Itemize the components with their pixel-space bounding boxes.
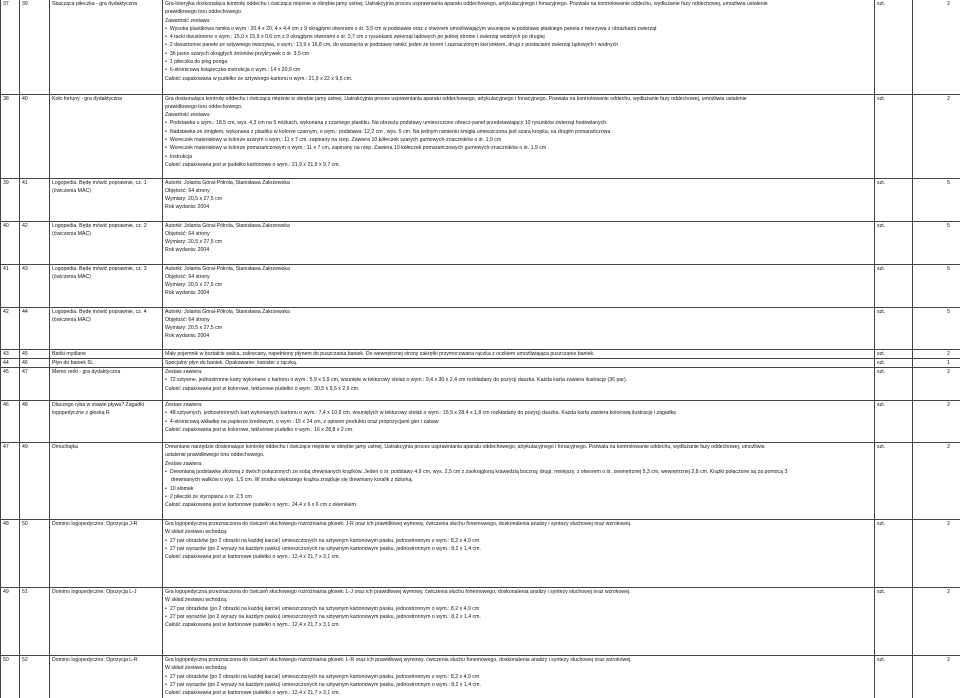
product-name: Memo rerki - gra dydaktyczna [52, 368, 160, 376]
table-row [1, 520, 960, 588]
description-line: Całość zapakowana jest w kartonowe pudełko o wym.: 24,4 x 6 x 6 cm z okienkiem. [165, 501, 872, 509]
quantity: 5 [947, 180, 950, 186]
quantity: 2 [947, 589, 950, 595]
description-line: Zawartość zestawu: [165, 17, 872, 25]
row-number: 41 [3, 266, 9, 272]
description-line: Autorki: Jolanta Góral-Półrola, Stanisława Zakrzewska [165, 308, 872, 316]
unit: szt. [877, 402, 885, 408]
position-number: 39 [22, 1, 28, 7]
description-cell [163, 588, 875, 656]
unit-cell [875, 307, 913, 349]
description-line: Całość zapakowana jest w kolorowe, tekturowe pudełko o wym.: 16 x 28,8 x 2 cm. [165, 426, 872, 434]
quantity: 2 [947, 1, 950, 7]
unit-cell [875, 264, 913, 307]
description-line: Całość zapakowana w pudełko ze sztywnego kartonu o wym.: 21,9 x 22 x 9,5 cm. [165, 75, 872, 83]
row-number-cell [1, 368, 20, 401]
product-name: (ćwiczenia MAC) [52, 316, 160, 324]
description-cell [163, 0, 875, 94]
quantity-cell [913, 94, 960, 178]
description-cell [163, 264, 875, 307]
description-line: Całość zapakowana jest w kolorowe, tekturowe pudełko o wym.: 30,5 x 9,5 x 2,6 cm. [165, 385, 872, 393]
description-line: drewnianych wałków o wys. 1,5 cm. W środku większego krążka znajduje się drewniany koralik z dziurką. [165, 476, 872, 484]
unit-cell [875, 94, 913, 178]
quantity: 2 [947, 657, 950, 663]
product-name-cell [50, 443, 163, 520]
row-number: 38 [3, 96, 9, 102]
product-name-cell [50, 349, 163, 358]
description-line: Autorki: Jolanta Góral-Półrola, Stanisława Zakrzewska [165, 179, 872, 187]
description-cell [163, 358, 875, 367]
product-name: Dmuchajka [52, 443, 160, 451]
quantity-cell [913, 368, 960, 401]
table-row [1, 349, 960, 358]
description-cell [163, 221, 875, 264]
table-row [1, 264, 960, 307]
product-name: Logopedia. Będę mówić poprawnie, cz. 1 [52, 179, 160, 187]
position-cell [20, 0, 50, 94]
position-cell [20, 94, 50, 178]
position-cell [20, 368, 50, 401]
product-name-cell [50, 178, 163, 221]
product-name: Logopedia. Będę mówić poprawnie, cz. 4 [52, 308, 160, 316]
description-line: Gra logopedyczna przeznaczona do ćwiczeń słuchowego rozróżniania głosek: L-J oraz ich prawidłowej wymowy, ćwiczenia słuchu fonemowego, doskonalenia analizy i syntezy słuchowej oraz wzrokowej. [165, 588, 872, 596]
description-line: Rok wydania: 2004 [165, 332, 872, 340]
product-name: (ćwiczenia MAC) [52, 187, 160, 195]
position-number: 47 [22, 369, 28, 375]
description-line: Wymiary: 20,5 x 27,5 cm [165, 195, 872, 203]
unit-cell [875, 358, 913, 367]
quantity-cell [913, 588, 960, 656]
description-line: Wymiary: 20,5 x 27,5 cm [165, 238, 872, 246]
quantity-cell [913, 358, 960, 367]
description-line: Całość zapakowana jest w kartonowe pudełko o wym.: 12,4 x 21,7 x 3,1 cm. [165, 689, 872, 697]
product-name: logopedyczne z głoską R [52, 409, 160, 417]
position-cell [20, 401, 50, 443]
quantity: 5 [947, 266, 950, 272]
description-line: Całość zapakowana jest w pudełko kartonowe o wym.: 21,9 x 21,9 x 9,7 cm. [165, 161, 872, 169]
position-number: 51 [22, 589, 28, 595]
description-cell [163, 307, 875, 349]
product-name: Domino logopedyczne. Opozycja J-R [52, 520, 160, 528]
row-number: 49 [3, 589, 9, 595]
unit: szt. [877, 444, 885, 450]
description-bullet: • 4 tacki dwustronne o wym.: 15,9 x 15,9 x 0,6 cm z 9 okrągłymi otworami o śr. 3,7 cm z rysunkami zwierząt lądowych po jednej stronie i zwierząt wodnych po drugiej [165, 33, 872, 41]
quantity-cell [913, 307, 960, 349]
row-number: 48 [3, 521, 9, 527]
product-name-cell [50, 520, 163, 588]
position-number: 46 [22, 360, 28, 366]
quantity: 2 [947, 96, 950, 102]
quantity-cell [913, 221, 960, 264]
description-line: Autorki: Jolanta Góral-Półrola, Stanisława Zakrzewska [165, 265, 872, 273]
row-number: 39 [3, 180, 9, 186]
description-bullet: • 2 piłeczki ze styropianu o śr. 2,5 cm [165, 493, 872, 501]
description-line: Wymiary: 20,5 x 27,5 cm [165, 281, 872, 289]
row-number-cell [1, 0, 20, 94]
description-bullet: • 72 sztywne, jednostronne karty wykonane z kartonu o wym.: 5,9 x 5,9 cm, wsunięte w tekturowy stelaż o wym.: 9,4 x 30 x 2,4 cm rozkładany do pozycji daszka. Każda karta zawiera ilustrację (36 par). [165, 376, 872, 384]
description-cell [163, 368, 875, 401]
table-row [1, 0, 960, 94]
product-name-cell [50, 401, 163, 443]
table-row [1, 307, 960, 349]
unit: szt. [877, 521, 885, 527]
description-line: Całość zapakowana jest w kartonowe pudełko o wym.: 12,4 x 21,7 x 3,1 cm. [165, 621, 872, 629]
description-bullet: • Woreczek materiałowy w kolorze pomarańczowym o wym.: 11 x 7 cm, zapinany na rzep. Zawiera 10 kółeczek pomarańczowych gumowych-znaczników o śr. 1,9 cm [165, 144, 872, 152]
description-cell [163, 349, 875, 358]
description-line: Zawartość zestawu: [165, 111, 872, 119]
description-line: prawidłowego toru oddechowego. [165, 8, 872, 16]
row-number: 43 [3, 351, 9, 357]
unit-cell [875, 443, 913, 520]
product-name: Dlaczego ryba w stawie pływa? Zagadki [52, 401, 160, 409]
unit: szt. [877, 266, 885, 272]
description-line: Rok wydania: 2004 [165, 289, 872, 297]
row-number: 45 [3, 369, 9, 375]
description-line: Gra doskonaląca kontrolę oddechu i ćwicząca mięśnie w obrębie jamy ustnej. Uatrakcyjnia proces usprawniania aparatu oddechowego, artykulacyjnego i fonacyjnego. Pozwala na kontrolowanie oddechu, wydłużanie fazy oddechowej, umożliwia ustalenie [165, 95, 872, 103]
product-name-cell [50, 264, 163, 307]
description-bullet: • 27 par wyrazów (po 2 wyrazy na każdym pasku) umieszczonych na sztywnym kartonowym pasku, jednostronnym o wym.: 8,2 x 1,4 cm. [165, 613, 872, 621]
description-line: Rok wydania: 2004 [165, 246, 872, 254]
row-number-cell [1, 349, 20, 358]
description-line: prawidłowego toru oddechowego. [165, 103, 872, 111]
position-number: 41 [22, 180, 28, 186]
product-name: Logopedia. Będę mówić poprawnie, cz. 3 [52, 265, 160, 273]
quantity: 2 [947, 521, 950, 527]
position-cell [20, 307, 50, 349]
product-name-cell [50, 221, 163, 264]
position-number: 52 [22, 657, 28, 663]
unit: szt. [877, 657, 885, 663]
description-bullet: • Nadstawka ze śmigłem, wykonana z plastiku w kolorze czarnym, o wym.: podstawa: 12,2 cm , wys. 5 cm. Na jednym ramieniu śmigła umieszczona jest szara kropka, na drugim pomarańczowa [165, 128, 872, 136]
quantity-cell [913, 401, 960, 443]
row-number: 47 [3, 444, 9, 450]
description-bullet: • 27 par obrazków (po 2 obrazki na każdej karcie) umieszczonych na sztywnym kartonowym pasku, jednostronnym o wym.: 8,2 x 4,9 cm [165, 605, 872, 613]
row-number-cell [1, 443, 20, 520]
product-name: Skacząca piłeczka - gra dydaktyczna [52, 0, 160, 8]
unit-cell [875, 368, 913, 401]
unit-cell [875, 520, 913, 588]
description-bullet: • 27 par wyrazów (po 2 wyrazy na każdym pasku) umieszczonych na sztywnym kartonowym pasku, jednostronnym o wym.: 8,2 x 1,4 cm. [165, 545, 872, 553]
row-number: 50 [3, 657, 9, 663]
description-line: Rok wydania: 2004 [165, 203, 872, 211]
description-bullet: • Woreczek materiałowy w kolorze szarym o wym.: 11 x 7 cm, zapinany na rzep. Zawiera 10 kółeczek szarych gumowych-znaczników o śr. 1,9 cm [165, 136, 872, 144]
description-line: Wymiary: 20,5 x 27,5 cm [165, 324, 872, 332]
product-name-cell [50, 307, 163, 349]
unit: szt. [877, 351, 885, 357]
description-bullet: • 27 par obrazków (po 2 obrazki na każdej karcie) umieszczonych na sztywnym kartonowym pasku, jednostronnym o wym.: 8,2 x 4,9 cm [165, 673, 872, 681]
description-bullet: • 27 par obrazków (po 2 obrazki na każdej karcie) umieszczonych na sztywnym kartonowym pasku, jednostronnym o wym.: 8,2 x 4,9 cm [165, 537, 872, 545]
description-line: Gra-loteryjka doskonaląca kontrolę oddechu i ćwicząca mięśnie w obrębie jamy ustnej. Uatrakcyjnia proces usprawniania aparatu oddechowego, artykulacyjnego i fonacyjnego. Pozwala na kontrolowanie oddechu, wydłużanie fazy oddechowej, umożliwia ustalenie [165, 0, 872, 8]
quantity-cell [913, 0, 960, 94]
row-number: 37 [3, 1, 9, 7]
position-cell [20, 358, 50, 367]
description-cell [163, 443, 875, 520]
description-line: Objętość: 64 strony [165, 316, 872, 324]
product-name-cell [50, 358, 163, 367]
unit: szt. [877, 1, 885, 7]
unit: szt. [877, 369, 885, 375]
row-number-cell [1, 264, 20, 307]
description-bullet: • 4-stronicową wkładkę na papierze kredowym, o wym.: 15 x 24 cm, z opisem produktu oraz propozycjami gier i zabaw [165, 418, 872, 426]
product-name: Bańki mydlane [52, 350, 160, 358]
row-number-cell [1, 178, 20, 221]
quantity-cell [913, 349, 960, 358]
product-name: Domino logopedyczne. Opozycja L-J [52, 588, 160, 596]
unit: szt. [877, 309, 885, 315]
description-line: W skład zestawu wchodzą: [165, 528, 872, 536]
description-cell [163, 94, 875, 178]
product-name-cell [50, 588, 163, 656]
position-cell [20, 178, 50, 221]
description-bullet: • 48 sztywnych, jednostronnych kart wykonanych kartonu o wym.: 7,4 x 10,9 cm, wsuniętych w tekturowy stelaż o wym.: 15,5 x 28,4 x 1,8 cm rozkładany do pozycji daszka. Każda karta zawiera kolorową ilustrację i zagadkę [165, 409, 872, 417]
product-table-body [1, 0, 960, 698]
table-row [1, 401, 960, 443]
description-bullet: • Wysoka plastikowa ramka o wym.: 20,4 x 20, 4 x 4,4 cm z 9 okrągłymi otworami o śr. 3,5 cm w podstawie oraz z otworem umożliwiającym wsunięcie w podstawę płaskiego panela z tworzywa z obrazkami zwierząt [165, 25, 872, 33]
description-line: Zestaw zawiera: [165, 401, 872, 409]
position-cell [20, 520, 50, 588]
quantity-cell [913, 520, 960, 588]
position-cell [20, 588, 50, 656]
description-line: W skład zestawu wchodzą: [165, 664, 872, 672]
description-line: Objętość: 64 strony [165, 230, 872, 238]
table-row [1, 588, 960, 656]
row-number-cell [1, 94, 20, 178]
position-number: 49 [22, 444, 28, 450]
table-row [1, 178, 960, 221]
quantity: 1 [947, 360, 950, 366]
unit: szt. [877, 360, 885, 366]
table-row [1, 221, 960, 264]
quantity-cell [913, 264, 960, 307]
row-number-cell [1, 520, 20, 588]
quantity: 5 [947, 223, 950, 229]
description-bullet: • 27 par wyrazów (po 2 wyrazy na każdym pasku) umieszczonych na sztywnym kartonowym pasku, jednostronnym o wym.: 8,2 x 1,4 cm. [165, 681, 872, 689]
unit: szt. [877, 589, 885, 595]
row-number: 46 [3, 402, 9, 408]
description-line: Autorki: Jolanta Góral-Półrola, Stanisława Zakrzewska [165, 222, 872, 230]
product-name: Koło fortuny - gra dydaktyczna [52, 95, 160, 103]
description-line: Drewniane narzędzie doskonalące kontrolę oddechu i ćwiczące mięśnie w obrębie jamy ustnej. Uatrakcyjnia proces usprawniania aparatu oddechowego, artykulacyjnego i fonacyjnego. Pozwala na kontrolowanie oddechu, wydłużanie fazy oddechowej, umożliwia [165, 443, 872, 451]
description-bullet: • Drewnianą podstawkę złożoną z dwóch połączonych ze sobą drewnianych krążków. Jeden o śr. podstawy 4,9 cm, wys. 2,5 cm z zaokrągloną krawędzią boczną; drugi, mniejszy, z otworem o śr. zewnętrznej 5,3 cm, wewnętrznej 2,8 cm. Krążki połączone są za pomocą 3 [165, 468, 872, 476]
product-name: Logopedia. Będę mówić poprawnie, cz. 2 [52, 222, 160, 230]
description-line: W skład zestawu wchodzą: [165, 596, 872, 604]
description-line: Objętość: 64 strony [165, 187, 872, 195]
table-row [1, 368, 960, 401]
position-number: 40 [22, 96, 28, 102]
description-line: Całość zapakowana jest w kartonowe pudełko o wym.: 12,4 x 21,7 x 3,1 cm. [165, 553, 872, 561]
description-cell [163, 520, 875, 588]
description-line: Zestaw zawiera: [165, 460, 872, 468]
row-number-cell [1, 358, 20, 367]
row-number-cell [1, 307, 20, 349]
product-name-cell [50, 368, 163, 401]
unit: szt. [877, 96, 885, 102]
position-cell [20, 349, 50, 358]
quantity: 2 [947, 351, 950, 357]
row-number: 40 [3, 223, 9, 229]
description-line: Gra logopedyczna przeznaczona do ćwiczeń słuchowego rozróżniania głosek: L-R oraz ich prawidłowej wymowy, ćwiczenia słuchu fonemowego, doskonalenia analizy i syntezy słuchowej oraz wzrokowej. [165, 656, 872, 664]
description-line: ustalenie prawidłowego toru oddechowego. [165, 451, 872, 459]
position-number: 45 [22, 351, 28, 357]
description-line: Gra logopedyczna przeznaczona do ćwiczeń słuchowego rozróżniania głosek: J-R oraz ich prawidłowej wymowy, ćwiczenia słuchu fonemowego, doskonalenia analizy i syntezy słuchowej oraz wzrokowej. [165, 520, 872, 528]
table-row [1, 358, 960, 367]
unit-cell [875, 0, 913, 94]
description-cell [163, 178, 875, 221]
quantity: 2 [947, 369, 950, 375]
row-number-cell [1, 221, 20, 264]
unit-cell [875, 349, 913, 358]
description-bullet: • Podstawka o wym.: 18,5 cm, wys. 4,3 cm na 5 nóżkach, wykonana z czarnego plastiku. Na obrzeżu podstawy umieszczono obręcz-panel przedstawiający 10 rysunków zwierząt hodowlanych. [165, 119, 872, 127]
position-number: 42 [22, 223, 28, 229]
description-line: Mały pojemnik w kształcie walca, zakręcany, napełniony płynem do puszczania baniek. Do wewnętrznej strony zakrętki przymocowana rączka z oczkiem umożliwiająca puszczanie baniek. [165, 350, 872, 358]
unit-cell [875, 178, 913, 221]
quantity: 2 [947, 402, 950, 408]
description-bullet: • 36 jasno szarych okrągłych żetonów-przykrywek o śr. 3,5 cm [165, 50, 872, 58]
row-number-cell [1, 401, 20, 443]
position-cell [20, 221, 50, 264]
row-number: 42 [3, 309, 9, 315]
product-name-cell [50, 94, 163, 178]
quantity-cell [913, 443, 960, 520]
product-name: (ćwiczenia MAC) [52, 273, 160, 281]
unit: szt. [877, 180, 885, 186]
row-number-cell [1, 588, 20, 656]
unit-cell [875, 588, 913, 656]
description-cell [163, 401, 875, 443]
position-cell [20, 264, 50, 307]
quantity: 5 [947, 309, 950, 315]
position-cell [20, 443, 50, 520]
product-name-cell [50, 0, 163, 94]
product-name: Płyn do baniek 5L [52, 359, 160, 367]
quantity-cell [913, 178, 960, 221]
description-bullet: • 10 słomek [165, 485, 872, 493]
row-number: 44 [3, 360, 9, 366]
position-number: 44 [22, 309, 28, 315]
unit-cell [875, 221, 913, 264]
description-line: Objętość: 64 strony [165, 273, 872, 281]
unit-cell [875, 401, 913, 443]
description-bullet: • 6-stronicowa książeczka-instrukcja o wym.: 14 x 20,9 cm [165, 66, 872, 74]
table-row [1, 443, 960, 520]
description-line: Zestaw zawiera: [165, 368, 872, 376]
position-number: 43 [22, 266, 28, 272]
table-row [1, 94, 960, 178]
description-bullet: • 1 piłeczka do ping ponga [165, 58, 872, 66]
product-name: Domino logopedyczne. Opozycja L-R [52, 656, 160, 664]
description-line: Specjalny płyn do baniek. Opakowanie: kanister z rączką. [165, 359, 872, 367]
product-name: (ćwiczenia MAC) [52, 230, 160, 238]
description-bullet: • Instrukcja [165, 153, 872, 161]
unit: szt. [877, 223, 885, 229]
description-bullet: • 2 dwustronne panele ze sztywnego tworzywa, o wym.: 13,9 x 16,8 cm, do wsunięcia w podstawę ramki; jeden ze torem i zaznaczonym kierunkiem, drugi z postaciami zwierząt lądowych i wodnych [165, 41, 872, 49]
quantity: 2 [947, 444, 950, 450]
position-number: 50 [22, 521, 28, 527]
position-number: 48 [22, 402, 28, 408]
